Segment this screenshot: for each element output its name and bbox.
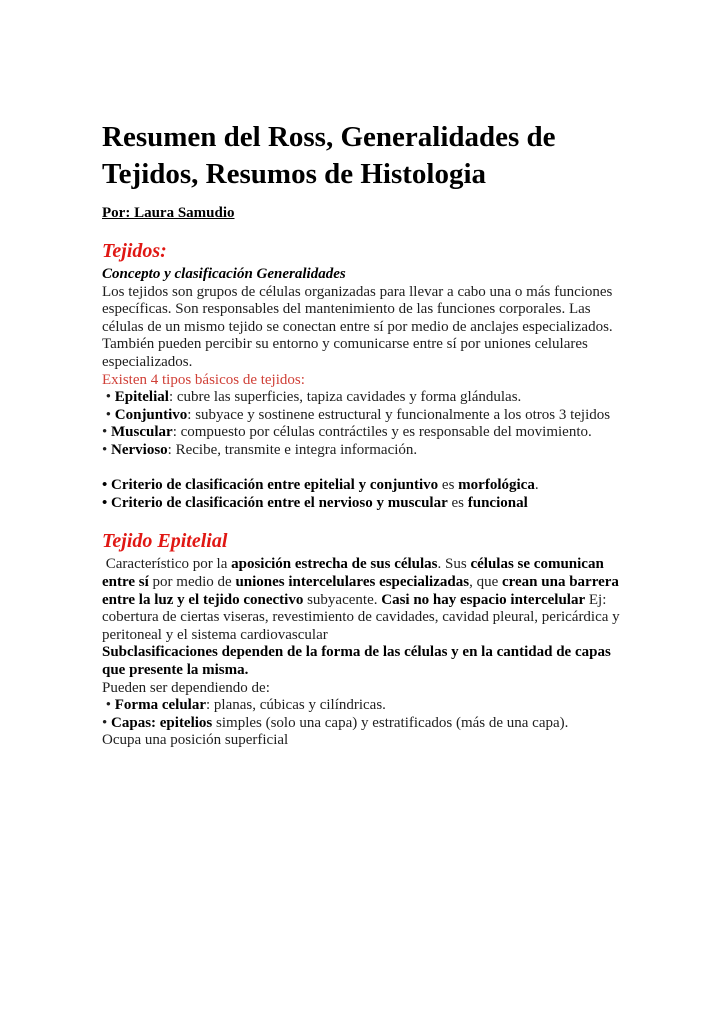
epitelial-paragraph xyxy=(102,556,628,644)
criteria-item-morfologica xyxy=(102,477,628,495)
bullet-term: Conjuntivo xyxy=(114,406,188,423)
bullet-term: Epitelial xyxy=(114,389,169,406)
run: , que xyxy=(469,573,502,590)
byline: Por: Laura Samudio xyxy=(102,205,235,222)
bullet-item-nervioso xyxy=(102,442,628,460)
bullet-glyph: • xyxy=(102,424,112,441)
depends-lead: Pueden ser dependiendo de: xyxy=(102,679,270,696)
criteria-tail: . xyxy=(534,477,539,494)
document-content xyxy=(102,119,628,750)
bullet-item-conjuntivo xyxy=(102,407,628,425)
criteria-mid: es xyxy=(438,477,459,494)
criteria-block xyxy=(102,477,628,512)
run-bold: Casi no hay espacio intercelular xyxy=(381,591,586,608)
bullet-desc: : subyace y sostinene estructural y funcionalmente a los otros 3 tejidos xyxy=(187,406,611,423)
bullet-term: Nervioso xyxy=(111,442,168,458)
bullet-item-epitelial xyxy=(102,389,628,407)
criteria-mid: es xyxy=(447,494,468,511)
bullet-term: Capas: epitelios xyxy=(111,714,213,731)
section-heading-tejido-epitelial: Tejido Epitelial xyxy=(102,530,228,553)
run-bold: crean una barrera entre la luz y el tejido conectivo xyxy=(102,573,623,608)
run: subyacente. xyxy=(303,591,382,608)
bullet-desc: : compuesto por células contráctiles y es responsable del movimiento. xyxy=(172,424,592,441)
run-bold: uniones intercelulares especializadas xyxy=(235,573,470,590)
bullet-item-forma-celular xyxy=(102,697,628,715)
run: Ej: cobertura de ciertas viseras, revestimiento de cavidades, cavidad pleural, pericárdica y peritoneal y el sistema cardiovascular xyxy=(102,591,624,643)
bullet-glyph: • xyxy=(102,406,115,423)
run-bold: células se comunican entre sí xyxy=(102,556,608,590)
run: . Sus xyxy=(437,556,471,573)
subsection-heading-concepto: Concepto y clasificación Generalidades xyxy=(102,266,346,283)
intro-paragraph: Los tejidos son grupos de células organizadas para llevar a cabo una o más funciones específicas. Son responsables del mantenimiento de las funciones corporales. Las células de un mismo tejido se conectan entre sí por medio de anclajes especializados. También pueden percibir su entorno y comunicarse entre sí por uniones celulares especializados. xyxy=(102,283,617,371)
bullet-desc: : cubre las superficies, tapiza cavidades y forma glándulas. xyxy=(168,389,522,406)
bullet-desc: : planas, cúbicas y cilíndricas. xyxy=(205,697,386,714)
bullet-glyph: • xyxy=(102,714,112,731)
bullet-item-capas xyxy=(102,715,628,733)
subclassification-statement: Subclasificaciones dependen de la forma de las células y en la cantidad de capas que presente la misma. xyxy=(102,644,615,678)
criteria-emphasis: morfológica xyxy=(458,477,535,494)
bullet-desc: simples (solo una capa) y estratificados (más de una capa). xyxy=(212,714,569,731)
criteria-item-funcional xyxy=(102,495,628,513)
run: por medio de xyxy=(148,573,236,590)
criteria-lead: • Criterio de clasificación entre el nervioso y muscular xyxy=(102,494,448,511)
criteria-lead: • Criterio de clasificación entre epitelial y conjuntivo xyxy=(102,477,439,494)
page-title: Resumen del Ross, Generalidades de Tejidos, Resumos de Histologia xyxy=(102,121,556,190)
bullet-glyph: • xyxy=(102,389,115,406)
closing-line: Ocupa una posición superficial xyxy=(102,732,289,749)
run: Característico por la xyxy=(102,556,232,573)
bullet-item-muscular xyxy=(102,424,628,442)
criteria-emphasis: funcional xyxy=(467,494,528,511)
bullet-glyph: • xyxy=(102,442,112,458)
tissue-types-lead: Existen 4 tipos básicos de tejidos: xyxy=(102,371,305,388)
section-heading-tejidos: Tejidos: xyxy=(102,240,167,263)
bullet-glyph: • xyxy=(102,697,115,714)
bullet-desc: : Recibe, transmite e integra información. xyxy=(167,442,418,458)
bullet-term: Forma celular xyxy=(114,697,206,714)
bullet-term: Muscular xyxy=(111,424,173,441)
run-bold: aposición estrecha de sus células xyxy=(231,556,438,573)
